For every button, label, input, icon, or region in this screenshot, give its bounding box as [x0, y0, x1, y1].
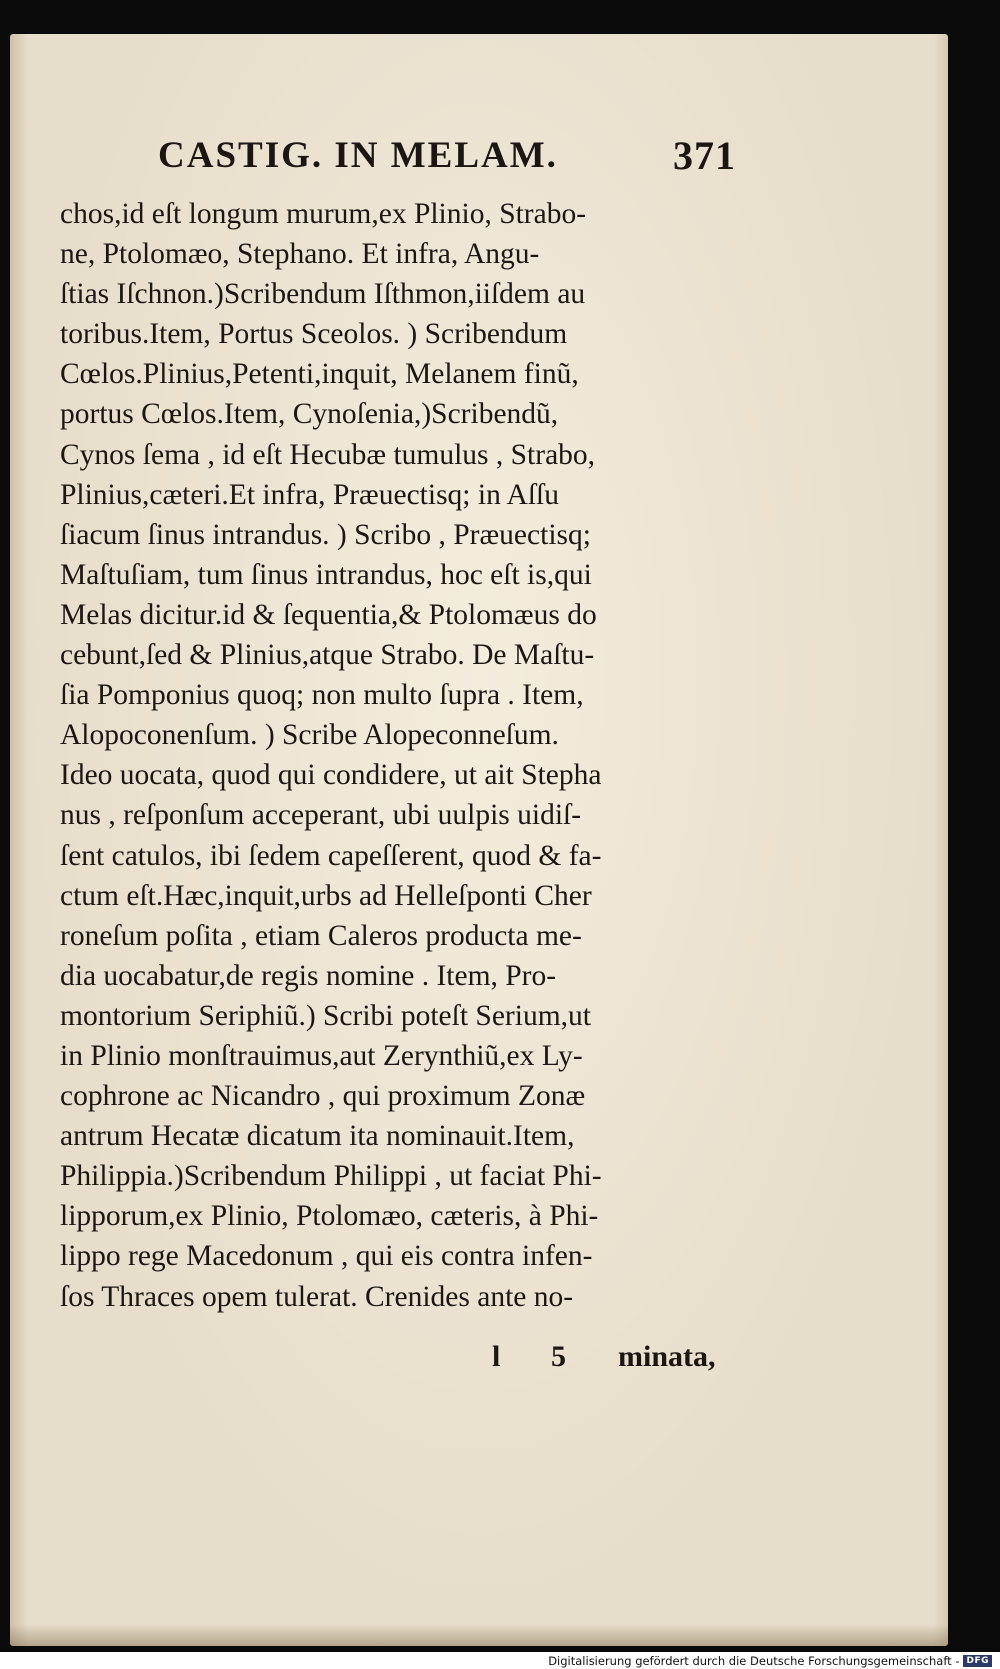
- book-page: [10, 34, 948, 1646]
- signature-number: 5: [551, 1340, 566, 1373]
- text-line: ne, Ptolomæo, Stephano. Et infra, Angu-: [60, 238, 540, 271]
- signature-mark: l: [492, 1340, 501, 1373]
- text-line: cophrone ac Nicandro , qui proximum Zonæ: [60, 1080, 586, 1113]
- text-line: in Plinio monſtrauimus,aut Zerynthiũ,ex Ly-: [60, 1039, 583, 1072]
- text-line: dia uocabatur,de regis nomine . Item, Pro-: [60, 959, 557, 992]
- catchword: minata,: [618, 1340, 716, 1373]
- text-line: ſtias Iſchnon.)Scribendum Iſthmon,iiſdem au: [60, 278, 586, 311]
- text-line: Maſtuſiam, tum ſinus intrandus, hoc eſt is,qui: [60, 558, 592, 591]
- text-line: ſos Thraces opem tulerat. Crenides ante no-: [60, 1280, 574, 1313]
- digitization-credit: [548, 1652, 992, 1669]
- text-line: lipporum,ex Plinio, Ptolomæo, cæteris, à Phi-: [60, 1200, 599, 1233]
- text-line: cebunt,ſed & Plinius,atque Strabo. De Maſtu-: [60, 639, 595, 672]
- text-line: Alopoconenſum. ) Scribe Alopeconneſum.: [60, 719, 559, 752]
- text-line: ctum eſt.Hæc,inquit,urbs ad Helleſponti Cher: [60, 879, 592, 912]
- text-line: ſia Pomponius quoq; non multo ſupra . Item,: [60, 679, 584, 712]
- text-line: ſiacum ſinus intrandus. ) Scribo , Præuectisq;: [60, 518, 591, 551]
- running-head: [158, 126, 758, 186]
- text-line: montorium Seriphiũ.) Scribi poteſt Serium,ut: [60, 999, 591, 1032]
- page-number: 371: [673, 133, 736, 178]
- text-line: chos,id eſt longum murum,ex Plinio, Strabo-: [60, 198, 587, 230]
- text-line: nus , reſponſum acceperant, ubi uulpis uidiſ-: [60, 799, 582, 832]
- text-line: ſent catulos, ibi ſedem capeſſerent, quod & fa-: [60, 839, 602, 872]
- text-line: Cœlos.Plinius,Petenti,inquit, Melanem finũ,: [60, 358, 579, 391]
- text-line: Ideo uocata, quod qui condidere, ut ait Stepha: [60, 759, 602, 792]
- catchline: [10, 1340, 948, 1382]
- text-line: toribus.Item, Portus Sceolos. ) Scribendum: [60, 318, 568, 351]
- text-block: [60, 194, 770, 1317]
- text-line: Melas dicitur.id & ſequentia,& Ptolomæus do: [60, 598, 597, 631]
- text-line: Plinius,cæteri.Et infra, Præuectisq; in Aſſu: [60, 478, 560, 511]
- running-title: CASTIG. IN MELAM.: [158, 135, 558, 176]
- page-bottom-edge: [10, 1624, 948, 1646]
- text-line: Philippia.)Scribendum Philippi , ut faciat Phi-: [60, 1160, 602, 1193]
- text-line: roneſum poſita , etiam Caleros producta me-: [60, 919, 582, 952]
- credit-text: Digitalisierung gefördert durch die Deutsche Forschungsgemeinschaft -: [548, 1653, 960, 1668]
- text-line: portus Cœlos.Item, Cynoſenia,)Scribendũ,: [60, 398, 559, 431]
- text-line: lippo rege Macedonum , qui eis contra infen-: [60, 1240, 593, 1273]
- text-line: Cynos ſema , id eſt Hecubæ tumulus , Strabo,: [60, 438, 596, 471]
- text-line: antrum Hecatæ dicatum ita nominauit.Item,: [60, 1120, 575, 1153]
- dfg-logo: DFG: [963, 1655, 992, 1667]
